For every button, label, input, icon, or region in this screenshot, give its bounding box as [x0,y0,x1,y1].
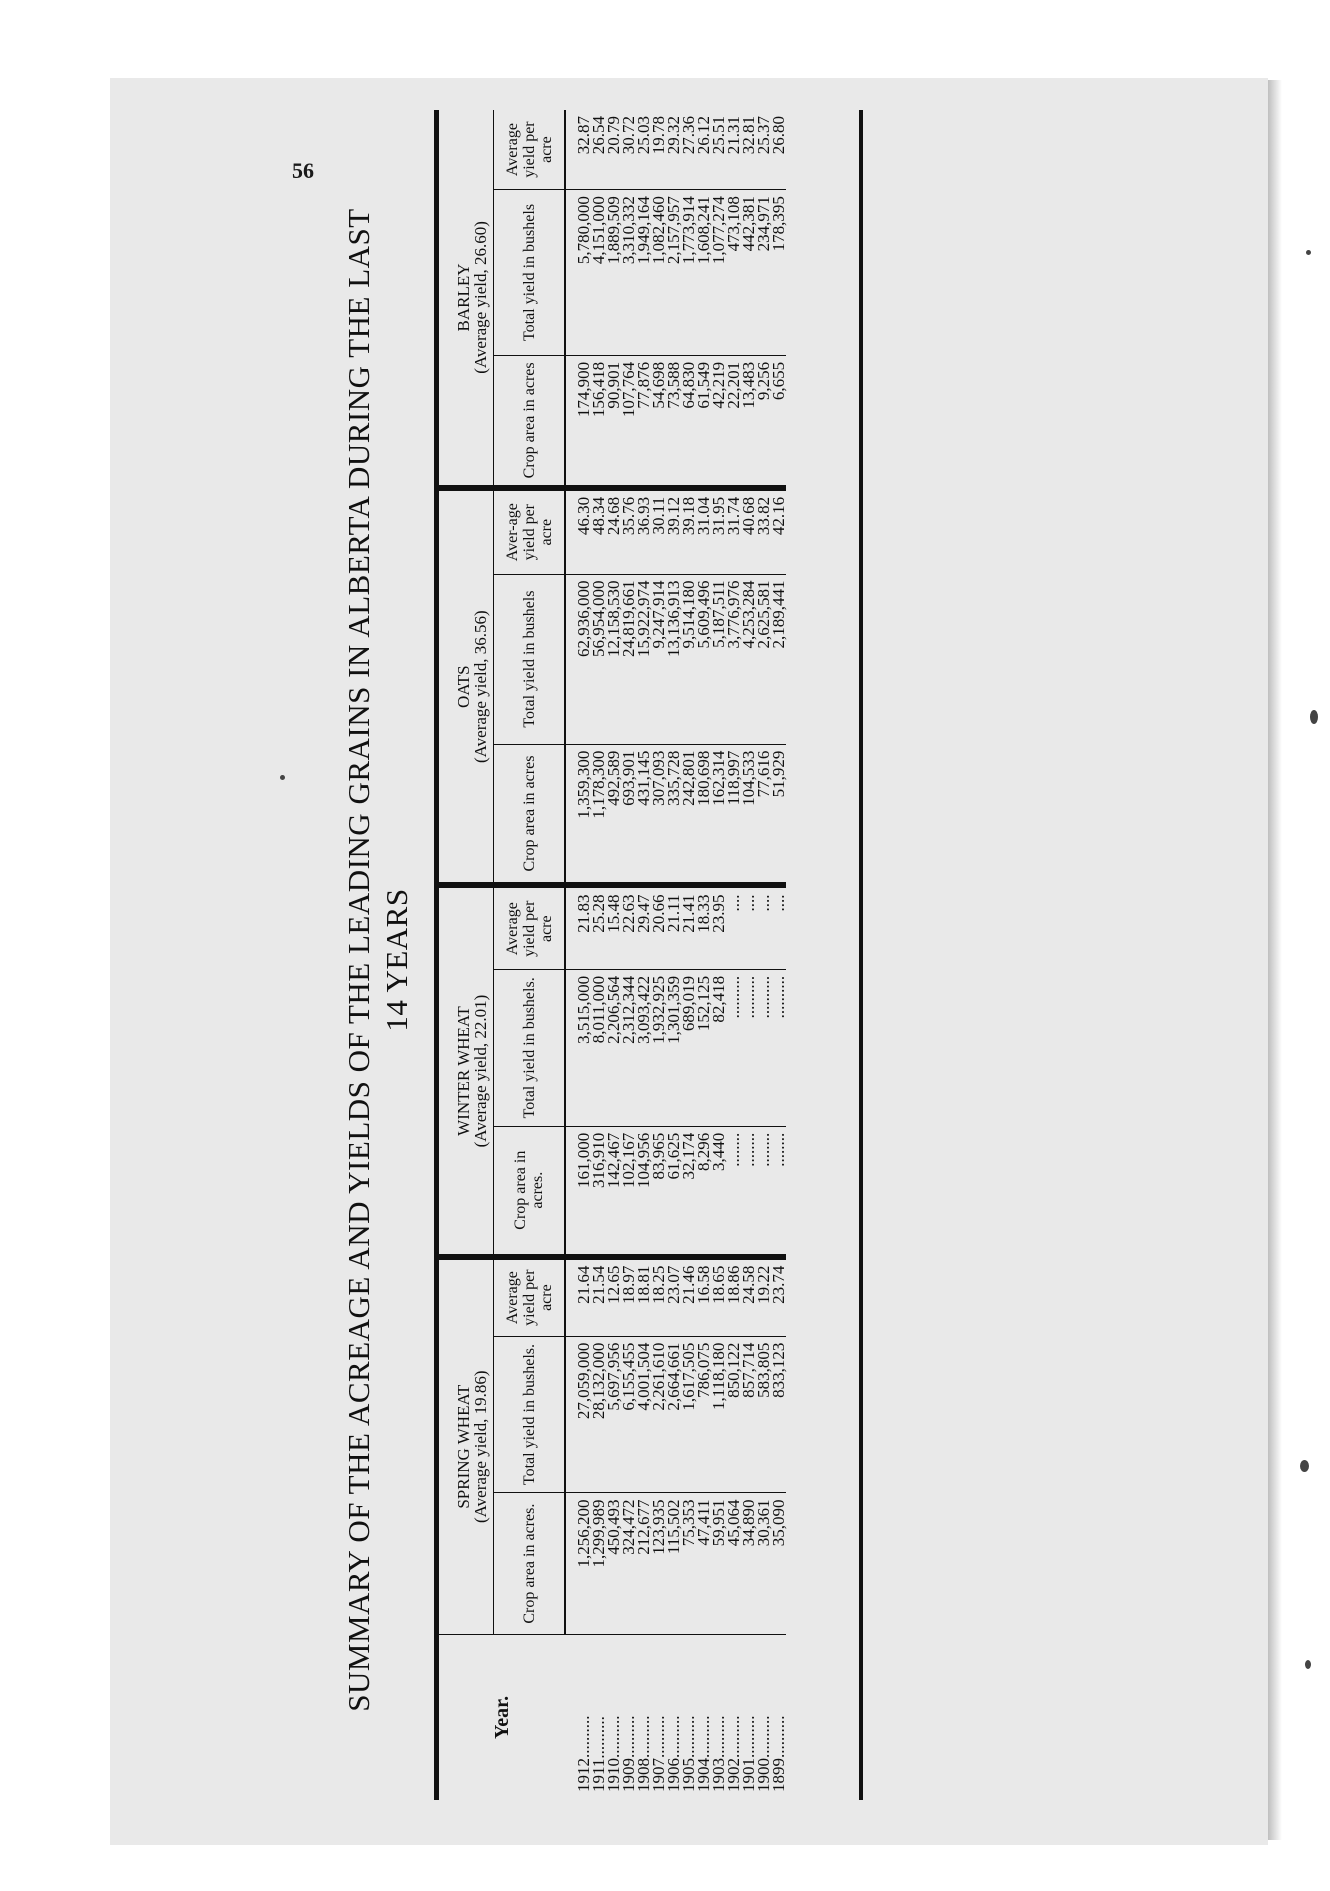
winter-wheat-avg-yield-cell: .... [726,885,741,969]
year-cell: 1902.......... [724,1715,743,1792]
spring-wheat-avg: (Average yield, 19.86) [471,1370,490,1524]
winter-wheat-avg-yield-header: Average yield per acre [494,885,566,969]
oats-avg-yield-cell: 31.95 [711,488,726,574]
oats-total-yield-cell: 2,625,581 [756,574,771,744]
spring-wheat-crop-area-cell: 59,951 [711,1493,726,1634]
barley-avg-yield-cell: 32.81 [741,110,756,190]
spring-wheat-crop-area-cell: 30,361 [756,1493,771,1634]
winter-wheat-crop-area-cell: 61,625 [666,1126,681,1256]
spring-wheat-crop-area-cell: 75,353 [681,1493,696,1634]
oats-total-yield-cell: 5,609,496 [696,574,711,744]
winter-wheat-avg-yield-cell: 22.63 [621,885,636,969]
winter-wheat-total-yield-cell: 3,515,000 [565,969,591,1126]
spring-wheat-crop-area-cell: 1,256,200 [565,1493,591,1634]
winter-wheat-crop-area-cell: 102,167 [621,1126,636,1256]
spring-wheat-name: SPRING WHEAT [454,1384,473,1509]
barley-total-yield-cell: 2,157,957 [666,190,681,356]
title-line-2: 14 YEARS [379,888,414,1032]
barley-avg-yield-cell: 19.78 [651,110,666,190]
scan-speck [1300,1460,1309,1472]
winter-wheat-crop-area-cell: ........ [756,1126,771,1256]
scan-margin-top [110,0,1268,78]
barley-total-yield-cell: 1,082,460 [651,190,666,356]
spring-wheat-crop-area-cell: 212,677 [636,1493,651,1634]
oats-crop-area-header: Crop area in acres [494,744,566,885]
oats-total-yield-cell: 13,136,913 [666,574,681,744]
winter-wheat-total-yield-cell: 2,206,564 [606,969,621,1126]
oats-total-yield-cell: 24,819,661 [621,574,636,744]
winter-wheat-avg-yield-cell: 18.33 [696,885,711,969]
barley-crop-area-cell: 22,201 [726,355,741,488]
spring-wheat-avg-yield-header: Average yield per acre [494,1257,566,1337]
spring-wheat-avg-yield-cell: 23.07 [666,1257,681,1337]
scan-speck [1306,250,1311,255]
grain-summary-table [434,110,864,1800]
table-body [565,110,786,1800]
spring-wheat-avg-yield-cell: 18.81 [636,1257,651,1337]
oats-avg-yield-cell: 39.18 [681,488,696,574]
winter-wheat-crop-area-cell: 32,174 [681,1126,696,1256]
oats-name: OATS [454,665,473,708]
oats-crop-area-cell: 242,801 [681,744,696,885]
winter-wheat-avg: (Average yield, 22.01) [471,994,490,1148]
spring-wheat-crop-area-cell: 115,502 [666,1493,681,1634]
winter-wheat-avg-yield-cell: 21.41 [681,885,696,969]
winter-wheat-total-yield-header: Total yield in bushels. [494,969,566,1126]
barley-crop-area-cell: 174,900 [565,355,591,488]
barley-total-yield-cell: 1,889,509 [606,190,621,356]
barley-crop-area-header: Crop area in acres [494,355,566,488]
oats-avg: (Average yield, 36.56) [471,610,490,763]
oats-avg-yield-cell: 33.82 [756,488,771,574]
barley-crop-area-cell: 64,830 [681,355,696,488]
winter-wheat-avg-yield-cell: .... [756,885,771,969]
spring-wheat-header [439,1257,494,1635]
winter-wheat-total-yield-cell: .......... [756,969,771,1126]
oats-avg-yield-cell: 31.74 [726,488,741,574]
barley-total-yield-cell: 1,077,274 [711,190,726,356]
oats-avg-yield-cell: 31.04 [696,488,711,574]
year-cell: 1905.......... [679,1715,698,1792]
oats-crop-area-cell: 77,616 [756,744,771,885]
winter-wheat-crop-area-cell: 316,910 [591,1126,606,1256]
spring-wheat-total-yield-cell: 1,617,505 [681,1336,696,1493]
spring-wheat-avg-yield-cell: 21.64 [565,1257,591,1337]
barley-total-yield-cell: 3,310,332 [621,190,636,356]
winter-wheat-crop-area-cell: 83,965 [651,1126,666,1256]
spring-wheat-crop-area-header: Crop area in acres. [494,1493,566,1634]
barley-crop-area-cell: 42,219 [711,355,726,488]
table-row [565,110,591,1800]
barley-total-yield-cell: 178,395 [771,190,786,356]
winter-wheat-total-yield-cell: 1,932,925 [651,969,666,1126]
barley-avg-yield-header: Average yield per acre [494,110,566,190]
year-cell: 1901.......... [739,1715,758,1792]
year-cell: 1910.......... [604,1715,623,1792]
year-cell: 1900.......... [754,1715,773,1792]
spring-wheat-crop-area-cell: 47,411 [696,1493,711,1634]
oats-crop-area-cell: 492,589 [606,744,621,885]
oats-total-yield-cell: 62,936,000 [565,574,591,744]
winter-wheat-avg-yield-cell: .... [771,885,786,969]
winter-wheat-crop-area-cell: 8,296 [696,1126,711,1256]
barley-crop-area-cell: 61,549 [696,355,711,488]
barley-crop-area-cell: 13,483 [741,355,756,488]
winter-wheat-total-yield-cell: 2,312,344 [621,969,636,1126]
barley-total-yield-cell: 442,381 [741,190,756,356]
barley-avg-yield-cell: 26.80 [771,110,786,190]
oats-header [439,488,494,886]
spring-wheat-crop-area-cell: 450,493 [606,1493,621,1634]
spring-wheat-total-yield-cell: 5,697,956 [606,1336,621,1493]
year-header: Year. [490,1695,513,1739]
page-edge-shadow [1268,80,1282,1840]
winter-wheat-total-yield-cell: .......... [726,969,741,1126]
oats-crop-area-cell: 1,178,300 [591,744,606,885]
oats-total-yield-cell: 12,158,530 [606,574,621,744]
spring-wheat-avg-yield-cell: 21.54 [591,1257,606,1337]
winter-wheat-total-yield-cell: .......... [741,969,756,1126]
oats-crop-area-cell: 431,145 [636,744,651,885]
barley-avg-yield-cell: 30.72 [621,110,636,190]
barley-avg: (Average yield, 26.60) [471,221,490,374]
barley-name: BARLEY [454,263,473,332]
barley-total-yield-cell: 234,971 [756,190,771,356]
oats-total-yield-cell: 5,187,511 [711,574,726,744]
year-cell: 1903.......... [709,1715,728,1792]
winter-wheat-avg-yield-cell: 25.28 [591,885,606,969]
winter-wheat-crop-area-cell: ........ [771,1126,786,1256]
spring-wheat-total-yield-cell: 2,664,661 [666,1336,681,1493]
barley-total-yield-header: Total yield in bushels [494,190,566,356]
winter-wheat-avg-yield-cell: 15.48 [606,885,621,969]
barley-avg-yield-cell: 27.36 [681,110,696,190]
year-cell: 1912.......... [573,1715,593,1792]
year-cell: 1907.......... [649,1715,668,1792]
spring-wheat-total-yield-cell: 850,122 [726,1336,741,1493]
oats-crop-area-cell: 307,093 [651,744,666,885]
oats-avg-yield-header: Aver-age yield per acre [494,488,566,574]
oats-total-yield-cell: 56,954,000 [591,574,606,744]
winter-wheat-avg-yield-cell: 29.47 [636,885,651,969]
spring-wheat-crop-area-cell: 34,890 [741,1493,756,1634]
barley-header [439,110,494,488]
oats-crop-area-cell: 693,901 [621,744,636,885]
barley-total-yield-cell: 1,773,914 [681,190,696,356]
spring-wheat-crop-area-cell: 1,299,989 [591,1493,606,1634]
barley-avg-yield-cell: 21.31 [726,110,741,190]
oats-avg-yield-cell: 24.68 [606,488,621,574]
spring-wheat-total-yield-cell: 1,118,180 [711,1336,726,1493]
scan-margin-left [0,0,110,1891]
barley-avg-yield-cell: 25.37 [756,110,771,190]
spring-wheat-crop-area-cell: 123,935 [651,1493,666,1634]
barley-total-yield-cell: 1,949,164 [636,190,651,356]
barley-avg-yield-cell: 29.32 [666,110,681,190]
scan-speck [1305,1660,1311,1669]
oats-crop-area-cell: 162,314 [711,744,726,885]
winter-wheat-total-yield-cell: 1,301,359 [666,969,681,1126]
barley-avg-yield-cell: 26.54 [591,110,606,190]
spring-wheat-avg-yield-cell: 23.74 [771,1257,786,1337]
spring-wheat-total-yield-cell: 857,714 [741,1336,756,1493]
winter-wheat-crop-area-cell: ........ [726,1126,741,1256]
oats-crop-area-cell: 1,359,300 [565,744,591,885]
winter-wheat-avg-yield-cell: 21.83 [565,885,591,969]
oats-crop-area-cell: 104,533 [741,744,756,885]
oats-avg-yield-cell: 30.11 [651,488,666,574]
barley-total-yield-cell: 4,151,000 [591,190,606,356]
winter-wheat-total-yield-cell: .......... [771,969,786,1126]
title-line-1: SUMMARY OF THE ACREAGE AND YIELDS OF THE LEADING GRAINS IN ALBERTA DURING THE LAST [341,208,376,1712]
table-row [771,110,786,1800]
oats-avg-yield-cell: 42.16 [771,488,786,574]
spring-wheat-avg-yield-cell: 18.97 [621,1257,636,1337]
spring-wheat-avg-yield-cell: 18.65 [711,1257,726,1337]
winter-wheat-total-yield-cell: 152,125 [696,969,711,1126]
winter-wheat-total-yield-cell: 689,019 [681,969,696,1126]
oats-total-yield-cell: 9,514,180 [681,574,696,744]
oats-crop-area-cell: 335,728 [666,744,681,885]
year-cell: 1911.......... [589,1716,608,1792]
barley-total-yield-cell: 1,608,241 [696,190,711,356]
spring-wheat-avg-yield-cell: 18.86 [726,1257,741,1337]
data-table [439,110,786,1800]
barley-crop-area-cell: 9,256 [756,355,771,488]
year-cell: 1899.......... [769,1715,788,1792]
winter-wheat-avg-yield-cell: 23.95 [711,885,726,969]
winter-wheat-crop-area-cell: ........ [741,1126,756,1256]
oats-crop-area-cell: 118,997 [726,744,741,885]
spring-wheat-total-yield-cell: 583,805 [756,1336,771,1493]
spring-wheat-total-yield-cell: 833,123 [771,1336,786,1493]
oats-crop-area-cell: 180,698 [696,744,711,885]
barley-crop-area-cell: 107,764 [621,355,636,488]
barley-avg-yield-cell: 26.12 [696,110,711,190]
scan-speck [280,775,285,780]
barley-crop-area-cell: 73,588 [666,355,681,488]
winter-wheat-crop-area-cell: 161,000 [565,1126,591,1256]
barley-avg-yield-cell: 25.03 [636,110,651,190]
oats-total-yield-cell: 3,776,976 [726,574,741,744]
spring-wheat-crop-area-cell: 35,090 [771,1493,786,1634]
barley-crop-area-cell: 54,698 [651,355,666,488]
winter-wheat-crop-area-header: Crop area in acres. [494,1126,566,1256]
year-cell: 1906.......... [664,1715,683,1792]
spring-wheat-total-yield-cell: 4,001,504 [636,1336,651,1493]
scan-speck [1310,710,1318,724]
spring-wheat-avg-yield-cell: 24.58 [741,1257,756,1337]
scan-margin-bottom [110,1845,1268,1891]
spring-wheat-total-yield-header: Total yield in bushels. [494,1336,566,1493]
barley-crop-area-cell: 6,655 [771,355,786,488]
spring-wheat-crop-area-cell: 324,472 [621,1493,636,1634]
barley-crop-area-cell: 156,418 [591,355,606,488]
page-number: 56 [292,158,314,183]
oats-total-yield-header: Total yield in bushels [494,574,566,744]
winter-wheat-avg-yield-cell: .... [741,885,756,969]
oats-avg-yield-cell: 40.68 [741,488,756,574]
spring-wheat-total-yield-cell: 786,075 [696,1336,711,1493]
oats-total-yield-cell: 4,253,284 [741,574,756,744]
spring-wheat-crop-area-cell: 45,064 [726,1493,741,1634]
oats-avg-yield-cell: 35.76 [621,488,636,574]
winter-wheat-crop-area-cell: 104,956 [636,1126,651,1256]
spring-wheat-avg-yield-cell: 18.25 [651,1257,666,1337]
winter-wheat-header [439,885,494,1256]
rotated-page-content [322,75,1222,1845]
table-title [340,115,416,1805]
spring-wheat-avg-yield-cell: 19.22 [756,1257,771,1337]
spring-wheat-total-yield-cell: 2,261,610 [651,1336,666,1493]
oats-avg-yield-cell: 39.12 [666,488,681,574]
barley-avg-yield-cell: 25.51 [711,110,726,190]
barley-avg-yield-cell: 20.79 [606,110,621,190]
spring-wheat-avg-yield-cell: 16.58 [696,1257,711,1337]
oats-total-yield-cell: 9,247,914 [651,574,666,744]
spring-wheat-total-yield-cell: 27,059,000 [565,1336,591,1493]
oats-avg-yield-cell: 48.34 [591,488,606,574]
barley-total-yield-cell: 473,108 [726,190,741,356]
oats-total-yield-cell: 2,189,441 [771,574,786,744]
winter-wheat-total-yield-cell: 8,011,000 [591,969,606,1126]
winter-wheat-total-yield-cell: 3,093,422 [636,969,651,1126]
spring-wheat-avg-yield-cell: 12.65 [606,1257,621,1337]
year-cell: 1909.......... [619,1715,638,1792]
table-bottom-rule [859,110,863,1800]
oats-total-yield-cell: 15,922,974 [636,574,651,744]
barley-crop-area-cell: 77,876 [636,355,651,488]
winter-wheat-crop-area-cell: 142,467 [606,1126,621,1256]
year-cell: 1908.......... [634,1715,653,1792]
spring-wheat-total-yield-cell: 28,132,000 [591,1336,606,1493]
winter-wheat-name: WINTER WHEAT [454,1006,473,1136]
spring-wheat-total-yield-cell: 6,155,455 [621,1336,636,1493]
oats-avg-yield-cell: 36.93 [636,488,651,574]
winter-wheat-avg-yield-cell: 20.66 [651,885,666,969]
year-cell: 1904.......... [694,1715,713,1792]
spring-wheat-avg-yield-cell: 21.46 [681,1257,696,1337]
winter-wheat-crop-area-cell: 3,440 [711,1126,726,1256]
oats-avg-yield-cell: 46.30 [565,488,591,574]
oats-crop-area-cell: 51,929 [771,744,786,885]
winter-wheat-avg-yield-cell: 21.11 [666,885,681,969]
barley-avg-yield-cell: 32.87 [565,110,591,190]
barley-total-yield-cell: 5,780,000 [565,190,591,356]
barley-crop-area-cell: 90,901 [606,355,621,488]
winter-wheat-total-yield-cell: 82,418 [711,969,726,1126]
